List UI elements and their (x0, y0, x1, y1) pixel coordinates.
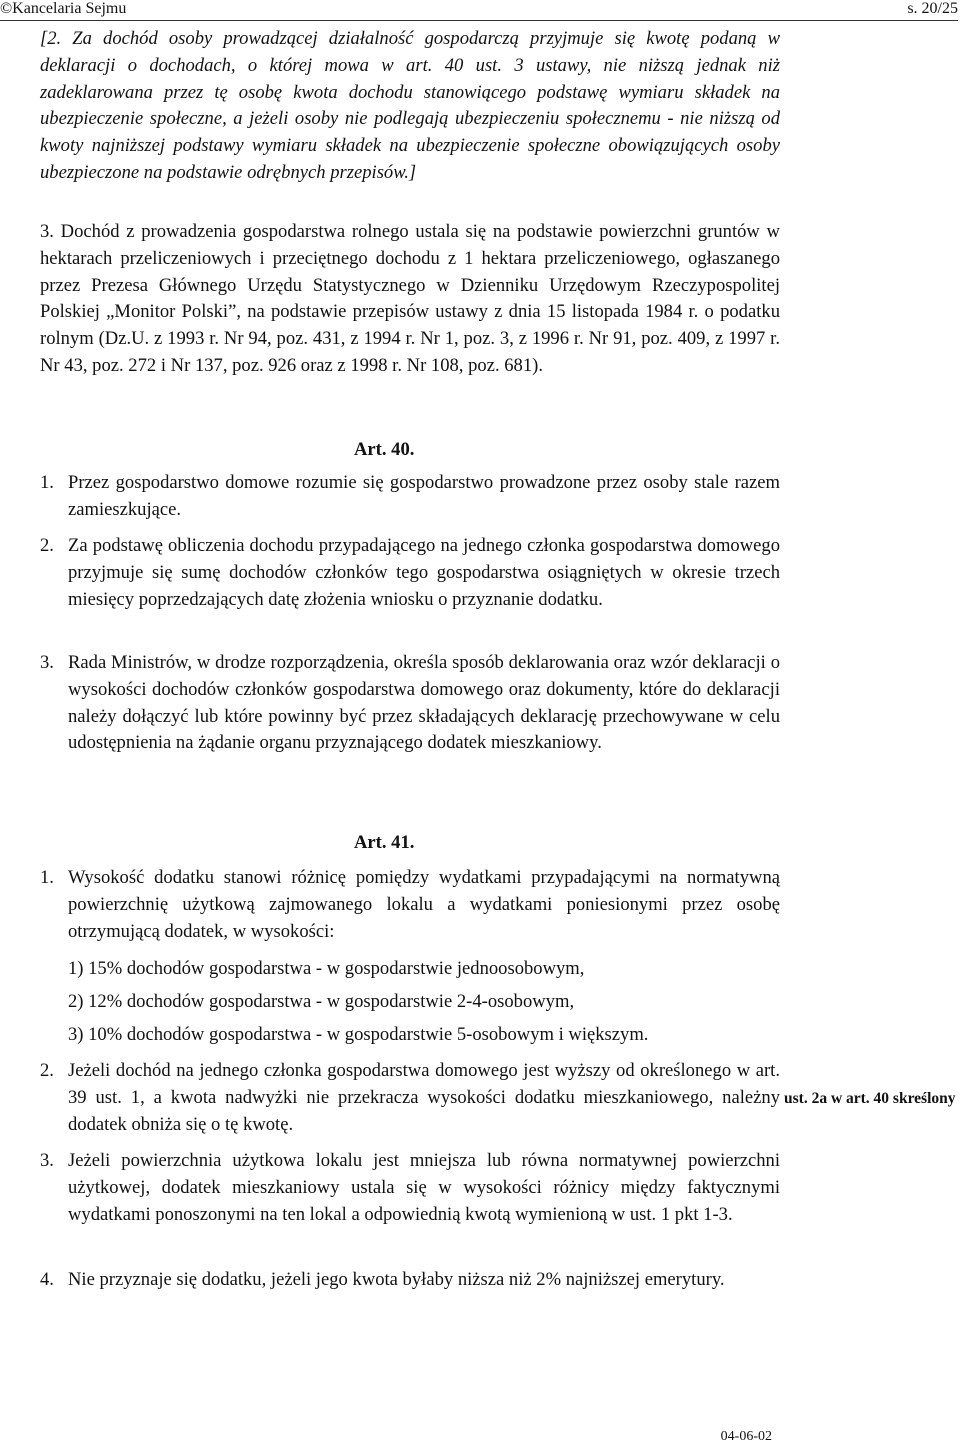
footer-date: 04-06-02 (720, 1429, 772, 1444)
art40-paragraph-2: Za podstawę obliczenia dochodu przypadającego na jednego członka gospodarstwa domowego przyjmuje się sumę dochodów członków tego gospodarstwa osiągniętych w okresie trzech miesięcy poprzedzających datę złożenia wniosku o przyznanie dodatku. (68, 535, 780, 610)
art41-list-item: 3) 10% dochodów gospodarstwa - w gospodarstwie 5-osobowym i większym. (68, 1024, 649, 1045)
art41-p1-number: 1. (40, 867, 54, 888)
italic-paragraph: [2. Za dochód osoby prowadzącej działalność gospodarczą przyjmuje się kwotę podaną w deklaracji o dochodach, o której mowa w art. 40 ust. 3 ustawy, nie niższą jednak niż zadeklarowana przez tę osobę kwota dochodu stanowiącego podstawę wymiaru składek na ubezpieczenie społeczne, a jeżeli osoby nie podlegają ubezpieczeniu społecznemu - nie niższą od kwoty najniższej podstawy wymiaru składek na ubezpieczenie społeczne obowiązujących osoby ubezpieczone na podstawie odrębnych przepisów.] (40, 28, 780, 183)
page-number: s. 20/25 (907, 0, 958, 17)
art41-p4-number: 4. (40, 1269, 54, 1290)
art41-paragraph-3: Jeżeli powierzchnia użytkowa lokalu jest mniejsza lub równa normatywnej powierzchni użytkowej, dodatek mieszkaniowy ustala się w wysokości różnicy między faktycznymi wydatkami ponoszonymi na ten lokal a odpowiednią kwotą wymienioną w ust. 1 pkt 1-3. (68, 1150, 780, 1225)
art40-p2-number: 2. (40, 535, 54, 556)
art41-paragraph-4: Nie przyznaje się dodatku, jeżeli jego kwota byłaby niższa niż 2% najniższej emerytury. (68, 1269, 725, 1290)
art41-p3-number: 3. (40, 1150, 54, 1171)
paragraph-3: 3. Dochód z prowadzenia gospodarstwa rolnego ustala się na podstawie powierzchni gruntów w hektarach przeliczeniowych i przeciętnego dochodu z 1 hektara przeliczeniowego, ogłaszanego przez Prezesa Głównego Urzędu Statystycznego w Dzienniku Urzędowym Rzeczypospolitej Polskiej „Monitor Polski”, na podstawie przepisów ustawy z dnia 15 listopada 1984 r. o podatku rolnym (Dz.U. z 1993 r. Nr 94, poz. 431, z 1994 r. Nr 1, poz. 3, z 1996 r. Nr 91, poz. 409, z 1997 r. Nr 43, poz. 272 i Nr 137, poz. 926 oraz z 1998 r. Nr 108, poz. 681). (40, 221, 780, 376)
art41-paragraph-2: Jeżeli dochód na jednego członka gospodarstwa domowego jest wyższy od określonego w art. 39 ust. 1, a kwota nadwyżki nie przekracza wysokości dodatku mieszkaniowego, należny dodatek obniża się o tę kwotę. (68, 1060, 780, 1135)
margin-note: ust. 2a w art. 40 skreślony (784, 1090, 956, 1107)
art40-p1-number: 1. (40, 472, 54, 493)
page-header (0, 0, 958, 21)
art41-list-item: 1) 15% dochodów gospodarstwa - w gospodarstwie jednoosobowym, (68, 958, 585, 979)
art40-paragraph-1: Przez gospodarstwo domowe rozumie się gospodarstwo prowadzone przez osoby stale razem zamieszkujące. (68, 472, 780, 520)
publisher-label: ©Kancelaria Sejmu (0, 0, 127, 17)
art41-list-item: 2) 12% dochodów gospodarstwa - w gospodarstwie 2-4-osobowym, (68, 991, 575, 1012)
article-41-title: Art. 41. (354, 832, 415, 853)
art41-paragraph-1: Wysokość dodatku stanowi różnicę pomiędzy wydatkami przypadającymi na normatywną powierzchnię użytkową zajmowanego lokalu a wydatkami poniesionymi przez osobę otrzymującą dodatek, w wysokości: (68, 867, 780, 942)
art41-p2-number: 2. (40, 1060, 54, 1081)
article-40-title: Art. 40. (354, 439, 415, 460)
art40-paragraph-3: Rada Ministrów, w drodze rozporządzenia, określa sposób deklarowania oraz wzór deklaracji o wysokości dochodów członków gospodarstwa domowego oraz dokumenty, które do deklaracji należy dołączyć lub które powinny być przez składających deklarację przechowywane w celu udostępnienia na żądanie organu przyznającego dodatek mieszkaniowy. (68, 652, 780, 754)
art40-p3-number: 3. (40, 652, 54, 673)
